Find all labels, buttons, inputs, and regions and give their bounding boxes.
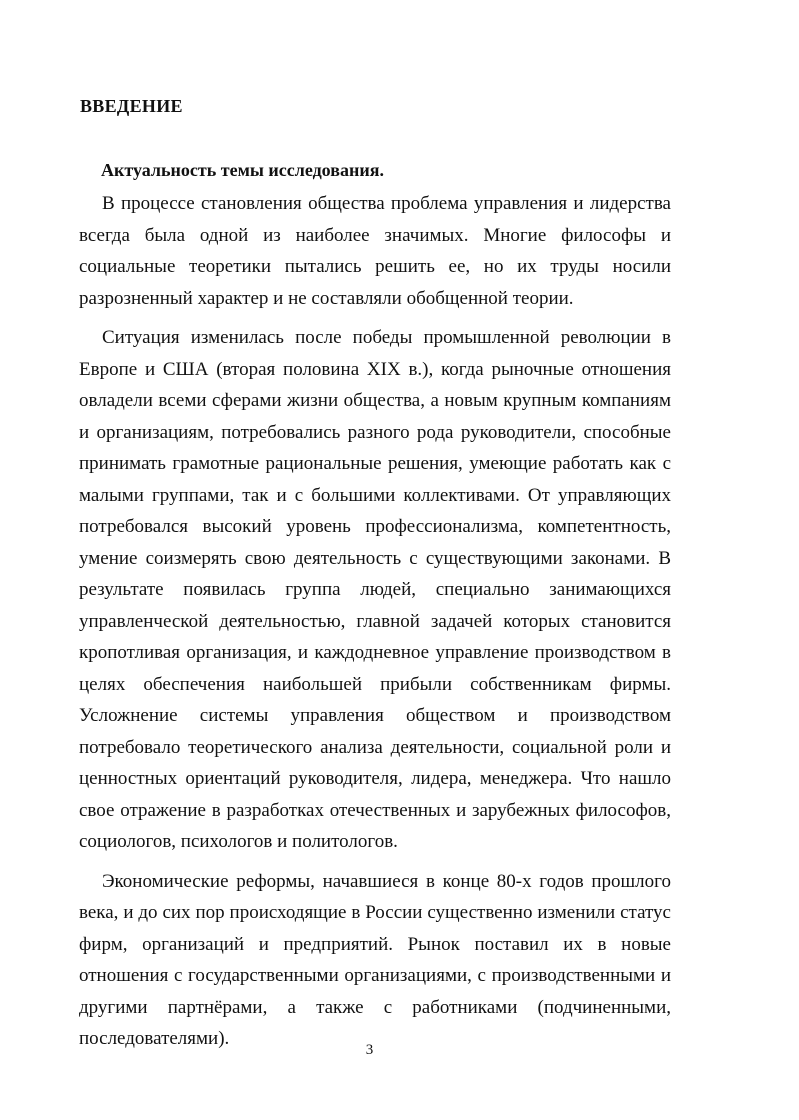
page-number: 3 [365, 1042, 374, 1058]
body-text [79, 188, 671, 1055]
paragraph-1: В процессе становления общества проблема управления и лидерства всегда была одной из наиболее значимых. Многие философы и социальные теоретики пытались решить ее, но их труды носили разрозненный характер и не составляли обобщенной теории. [79, 193, 671, 309]
paragraph-3: Экономические реформы, начавшиеся в конце 80-х годов прошлого века, и до сих пор происходящие в России существенно изменили статус фирм, организаций и предприятий. Рынок поставил их в новые отношения с государственными организациями, с производственными и другими партнёрами, а также с работниками (подчиненными, последователями). [79, 870, 671, 1049]
paragraph-2: Ситуация изменилась после победы промышленной революции в Европе и США (вторая половина XIX в.), когда рыночные отношения овладели всеми сферами жизни общества, а новым крупным компаниям и организациям, потребовались разного рода руководители, способные принимать грамотные рациональные решения, умеющие работать как с малыми группами, так и с большими коллективами. От управляющих потребовался высокий уровень профессионализма, компетентность, умение соизмерять свою деятельность с существующими законами. В результате появилась группа людей, специально занимающихся управленческой деятельностью, главной задачей которых становится кропотливая организация, и каждодневное управление производством в целях обеспечения наибольшей прибыли собственникам фирмы. Усложнение системы управления обществом и производством потребовало теоретического анализа деятельности, социальной роли и ценностных ориентаций руководителя, лидера, менеджера. Что нашло свое отражение в разработках отечественных и зарубежных философов, социологов, психологов и политологов. [79, 327, 671, 852]
section-subheading: Актуальность темы исследования. [101, 160, 384, 180]
chapter-heading: ВВЕДЕНИЕ [80, 96, 183, 116]
